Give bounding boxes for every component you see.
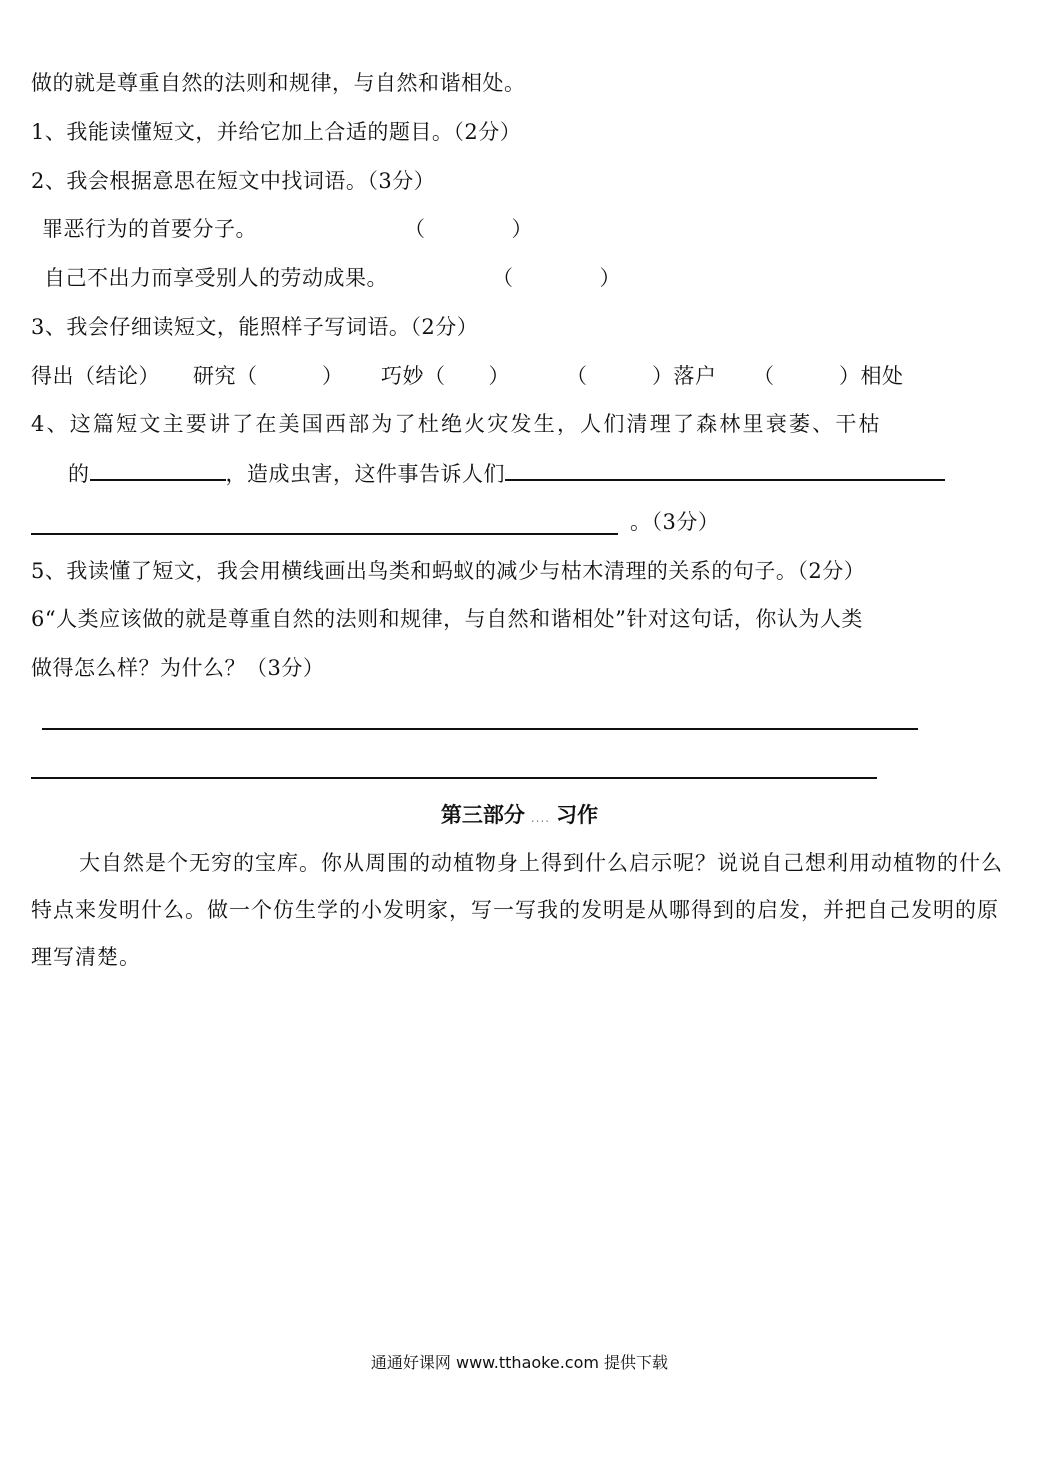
footer: 通通好课网 www.tthaoke.com 提供下载 bbox=[370, 1353, 669, 1372]
question-2a-text: 罪恶行为的首要分子。 bbox=[42, 217, 257, 241]
q3-blank-2[interactable]: 巧妙（ ） bbox=[381, 364, 510, 388]
question-2: 2、我会根据意思在短文中找词语。（3分） bbox=[31, 169, 436, 193]
question-6-line-2: 做得怎么样？为什么？（3分） bbox=[31, 656, 325, 680]
q4-blank-1[interactable] bbox=[90, 459, 226, 481]
question-2b-text: 自己不出力而享受别人的劳动成果。 bbox=[44, 266, 388, 290]
question-2b bbox=[44, 263, 621, 293]
question-6-line-1: 6“人类应该做的就是尊重自然的法则和规律，与自然和谐相处”针对这句话，你认为人类 bbox=[31, 607, 863, 631]
section-heading bbox=[0, 800, 1039, 833]
question-3: 3、我会仔细读短文，能照样子写词语。（2分） bbox=[31, 315, 479, 339]
text-line-continuation: 做的就是尊重自然的法则和规律，与自然和谐相处。 bbox=[31, 71, 526, 95]
question-2a bbox=[42, 214, 533, 244]
composition-prompt: 大自然是个无穷的宝库。你从周围的动植物身上得到什么启示呢？说说自己想利用动植物的什么特点来发明什么。做一个仿生学的小发明家，写一写我的发明是从哪得到的启发，并把自己发明的原理写清楚。 bbox=[31, 851, 1003, 969]
question-2b-blank[interactable]: （ ） bbox=[492, 266, 621, 290]
answer-line-2[interactable] bbox=[31, 777, 877, 779]
q4-lead: 的 bbox=[68, 462, 90, 486]
question-4-end: 。（3分） bbox=[630, 510, 720, 534]
question-4-line-1: 4、这篇短文主要讲了在美国西部为了杜绝火灾发生，人们清理了森林里衰萎、干枯 bbox=[31, 412, 882, 436]
section-title-left: 第三部分 bbox=[440, 803, 525, 827]
question-4-line-2 bbox=[68, 459, 945, 489]
question-2a-blank[interactable]: （ ） bbox=[404, 217, 533, 241]
answer-line-1[interactable] bbox=[42, 728, 918, 730]
q4-mid: ，造成虫害，这件事告诉人们 bbox=[225, 462, 505, 486]
q4-answer-line[interactable] bbox=[31, 533, 618, 535]
question-5: 5、我读懂了短文，我会用横线画出鸟类和蚂蚁的减少与枯木清理的关系的句子。（2分） bbox=[31, 559, 866, 583]
q3-example: 得出（结论） bbox=[31, 364, 160, 388]
section-title-dots: .... bbox=[530, 811, 551, 825]
section-title-right: 习作 bbox=[556, 803, 599, 827]
q3-blank-1[interactable]: 研究（ ） bbox=[193, 364, 344, 388]
q4-blank-2[interactable] bbox=[505, 459, 945, 481]
question-1: 1、我能读懂短文，并给它加上合适的题目。（2分） bbox=[31, 120, 522, 144]
q3-blank-3[interactable]: （ ）落户 bbox=[566, 364, 717, 388]
q3-blank-4[interactable]: （ ）相处 bbox=[753, 364, 904, 388]
